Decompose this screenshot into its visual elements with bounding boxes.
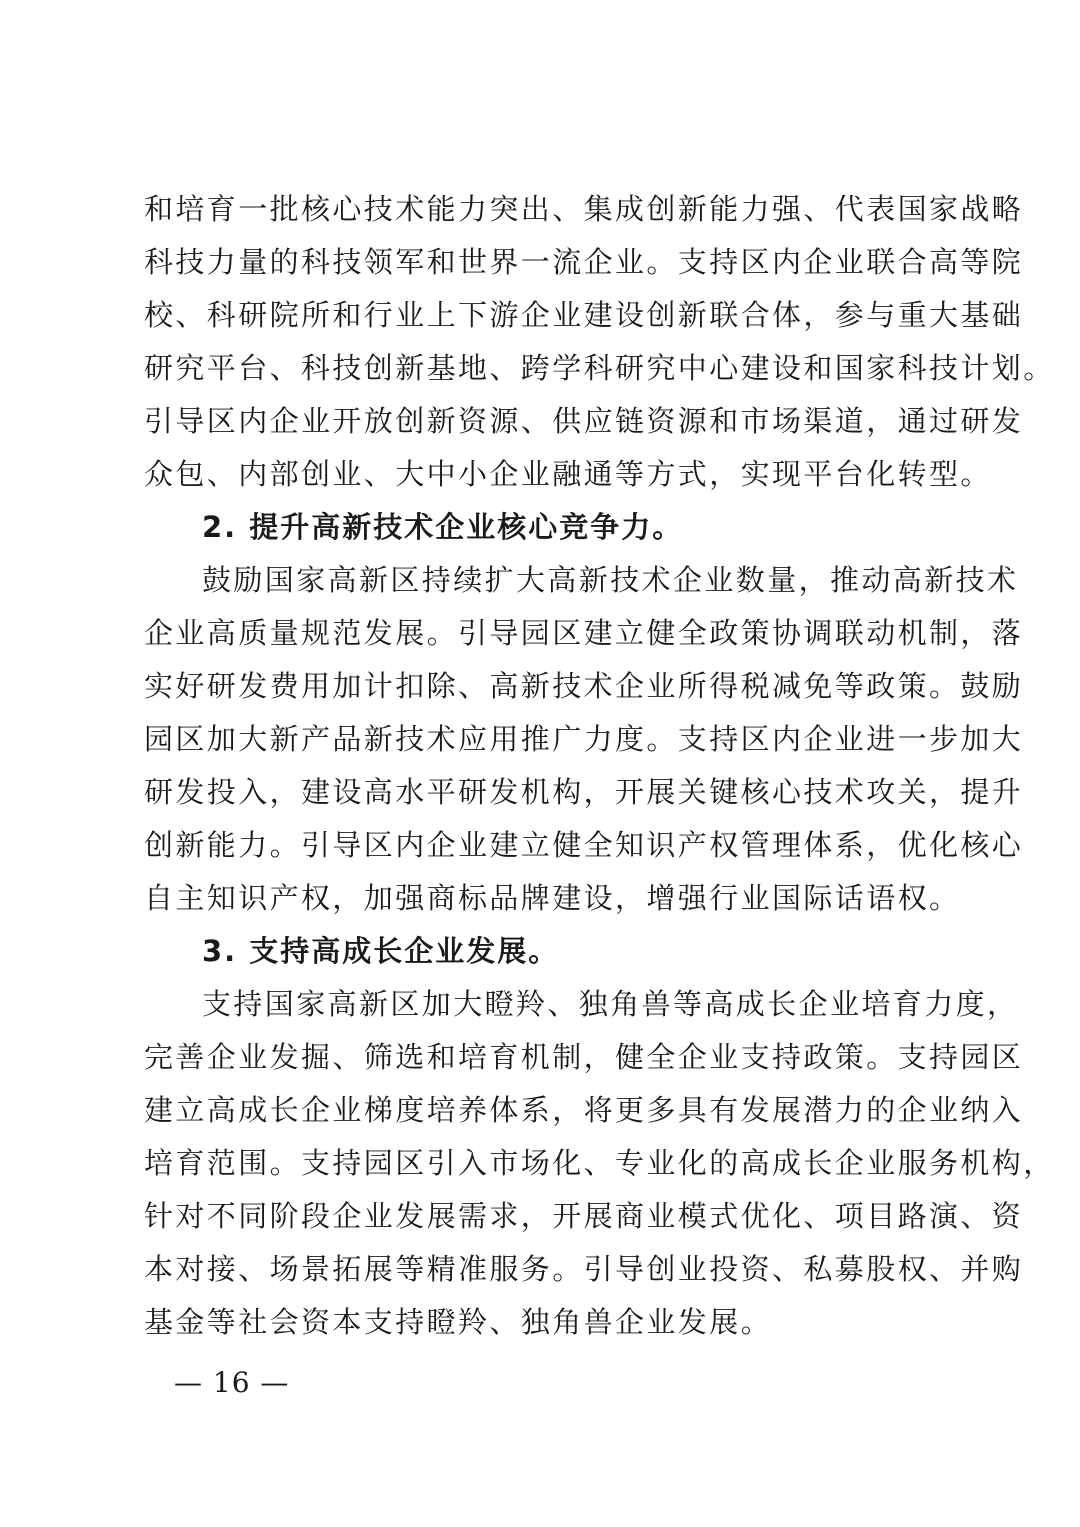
text-line: 园区加大新产品新技术应用推广力度。支持区内企业进一步加大: [144, 722, 1024, 756]
text-line: 基金等社会资本支持瞪羚、独角兽企业发展。: [144, 1305, 773, 1339]
text-line: 创新能力。引导区内企业建立健全知识产权管理体系，优化核心: [144, 828, 1024, 862]
text-line: 针对不同阶段企业发展需求，开展商业模式优化、项目路演、资: [144, 1199, 1024, 1233]
paragraph-first-line: 支持国家高新区加大瞪羚、独角兽等高成长企业培育力度，: [202, 987, 1019, 1021]
text-line: 建立高成长企业梯度培养体系，将更多具有发展潜力的企业纳入: [144, 1093, 1024, 1127]
text-line: 自主知识产权，加强商标品牌建设，增强行业国际话语权。: [144, 881, 961, 915]
document-body: [144, 183, 1055, 1349]
paragraph-first-line: 鼓励国家高新区持续扩大高新技术企业数量，推动高新技术: [202, 563, 1019, 597]
text-line: 众包、内部创业、大中小企业融通等方式，实现平台化转型。: [144, 457, 992, 491]
text-line: 和培育一批核心技术能力突出、集成创新能力强、代表国家战略: [144, 192, 1024, 226]
text-line: 研究平台、科技创新基地、跨学科研究中心建设和国家科技计划。: [144, 351, 1055, 385]
text-line: 引导区内企业开放创新资源、供应链资源和市场渠道，通过研发: [144, 404, 1024, 438]
text-line: 科技力量的科技领军和世界一流企业。支持区内企业联合高等院: [144, 245, 1024, 279]
text-line: 培育范围。支持园区引入市场化、专业化的高成长企业服务机构，: [144, 1146, 1055, 1180]
text-line: 研发投入，建设高水平研发机构，开展关键核心技术攻关，提升: [144, 775, 1024, 809]
page-number: — 16 —: [174, 1366, 290, 1399]
section-heading: 2. 提升高新技术企业核心竞争力。: [202, 510, 684, 544]
text-line: 本对接、场景拓展等精准服务。引导创业投资、私募股权、并购: [144, 1252, 1024, 1286]
text-line: 企业高质量规范发展。引导园区建立健全政策协调联动机制，落: [144, 616, 1024, 650]
text-line: 完善企业发掘、筛选和培育机制，健全企业支持政策。支持园区: [144, 1040, 1024, 1074]
text-line: 校、科研院所和行业上下游企业建设创新联合体，参与重大基础: [144, 298, 1024, 332]
text-line: 实好研发费用加计扣除、高新技术企业所得税减免等政策。鼓励: [144, 669, 1024, 703]
section-heading: 3. 支持高成长企业发展。: [202, 934, 560, 968]
